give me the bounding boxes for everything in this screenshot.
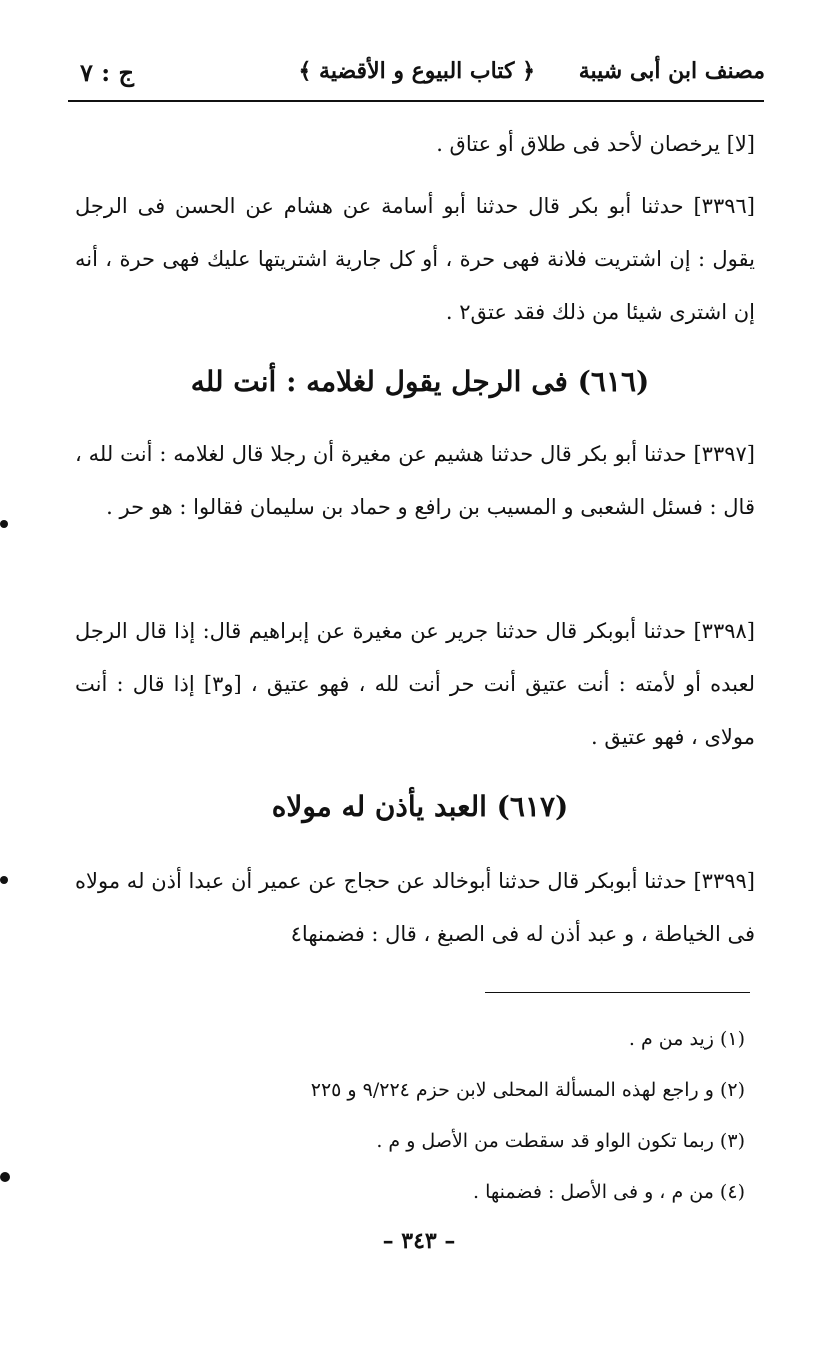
book-title: مصنف ابن أبى شيبة [578,58,765,84]
scan-mark [0,876,8,884]
footnote-rule [485,992,750,993]
chapter-heading-616: (٦١٦) فى الرجل يقول لغلامه : أنت لله [190,365,650,398]
chapter-heading-617: (٦١٧) العبد يأذن له مولاه [271,790,569,823]
footnote-1: (١) زيد من م . [628,1028,745,1050]
hadith-3397: [٣٣٩٧] حدثنا أبو بكر قال حدثنا هشيم عن مغيرة أن رجلا قال لغلامه : أنت لله ، قال : فسئل الشعبى و المسيب بن رافع و حماد بن سليمان فقالوا : هو حر . [75,442,755,519]
footnote-3: (٣) ربما تكون الواو قد سقطت من الأصل و م . [376,1130,745,1152]
scan-mark [0,520,8,528]
footnote-2: (٢) و راجع لهذه المسألة المحلى لابن حزم ٩/٢٢٤ و ٢٢٥ [310,1079,745,1101]
hadith-3396: [٣٣٩٦] حدثنا أبو بكر قال حدثنا أبو أسامة عن هشام عن الحسن فى الرجل يقول : إن اشتريت فلانة فهى حرة ، أو كل جارية اشتريتها عليك فهى حرة ، أنه إن اشترى شيئا من ذلك فقد عتق٢ . [75,194,755,324]
hadith-3398: [٣٣٩٨] حدثنا أبوبكر قال حدثنا جرير عن مغيرة عن إبراهيم قال: إذا قال الرجل لعبده أو لأمته : أنت عتيق أنت حر أنت لله ، فهو عتيق ، [و٣] إذا قال : أنت مولاى ، فهو عتيق . [75,619,756,749]
hadith-3399: [٣٣٩٩] حدثنا أبوبكر قال حدثنا أبوخالد عن حجاج عن عمير أن عبدا أذن له مولاه فى الخياطة ، و عبد أذن له فى الصبغ ، قال : فضمنها٤ [75,869,755,946]
running-header [60,58,765,94]
page-number: – ٣٤٣ – [382,1228,456,1254]
section-title: ﴿ كتاب البيوع و الأقضية ﴾ [298,58,535,84]
header-rule [68,100,764,102]
footnote-4: (٤) من م ، و فى الأصل : فضمنها . [473,1181,745,1203]
paragraph-continuation: [لا] يرخصان لأحد فى طلاق أو عتاق . [436,132,755,156]
scan-mark [0,1172,10,1182]
footnotes [80,1014,745,1218]
volume-number: ج : ٧ [80,58,134,87]
